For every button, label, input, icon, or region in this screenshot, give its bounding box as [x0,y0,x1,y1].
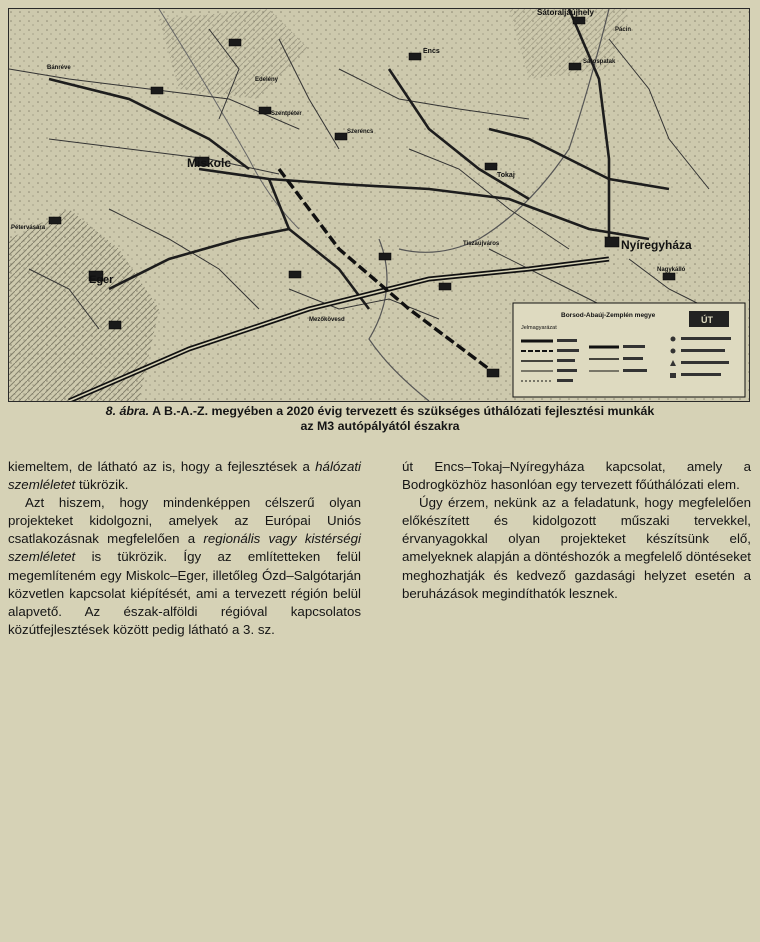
right-column [402,458,751,603]
paragraph [8,494,361,639]
map-town-label: Nagykálló [657,267,686,273]
caption-line-2: az M3 autópályától északra [300,419,460,433]
map-town-label: Pétervására [11,225,46,231]
map-town-label: Edelény [255,77,279,83]
map-town-label: Tiszaújváros [463,241,500,247]
map-town-label: Szentpéter [271,111,302,117]
text-run: kiemeltem, de látható az is, hogy a fejlesztések a [8,459,316,474]
emphasis-text: regionális vagy kistérségi szemléletet [8,531,361,565]
text-run: Azt hiszem, hogy mindenképpen célszerű olyan projekteket kidolgozni, amelyek az Európai Uniós csatlakozásnak megfelelően a [8,495,361,547]
map-town-label: Mezőkövesd [309,317,345,323]
paragraph [8,458,361,494]
caption-line-1 [0,404,760,419]
legend-subtitle: Jelmagyarázat [521,325,557,331]
text-run: is tükrözik. Így az említetteken felül megemlíteném egy Miskolc–Eger, illetőleg Ózd–Salgótarján közvetlen kapcsolat kiépítését, ami a tervezett régión belül alapvető. Az észak-alföldi régióval kapcsolatos közútfejlesztések között pedig látható a 3. sz. [8,549,361,637]
map-legend [513,303,745,397]
figure-number: 8. ábra. [105,404,150,418]
text-run: tükrözik. [75,477,129,493]
map-town-label: Szerencs [347,129,374,135]
map-town-label: Eger [89,274,114,286]
paragraph: Úgy érzem, nekünk az a feladatunk, hogy megfelelően előkészített és kidolgozott műszaki tervekkel, érvanyagokkal olyan projekteket készítsünk elő, amelyeknek alapján a döntéshozók a megfelelő döntéseket meghozhatják és kedvező gazdasági helyzet esetén a beruházások megindíthatók lesznek. [402,495,751,601]
map-town-label: Encs [423,48,440,55]
road-network-map [8,8,750,402]
map-town-label: Nyíregyháza [621,238,692,252]
left-column [8,458,361,639]
legend-logo-text: ÚT [701,315,713,325]
map-town-label: Miskolc [187,156,232,170]
legend-title: Borsod-Abaúj-Zemplén megye [561,312,656,319]
caption-text-1: A B.-A.-Z. megyében a 2020 évig tervezett és szükséges úthálózati fejlesztési munkák [152,404,655,418]
map-town-label: Sárospatak [583,59,616,65]
map-town-label: Bánréve [47,65,71,71]
paragraph: út Encs–Tokaj–Nyíregyháza kapcsolat, amely a Bodrogközhöz hasonlóan egy tervezett főúthálózati elem. [402,459,751,493]
emphasis-text: hálózati szemléletet [8,459,361,493]
figure-caption [0,404,760,434]
map-town-label: Pácin [615,27,632,33]
map-town-label: Tokaj [497,172,515,179]
map-town-label: Sátoraljaújhely [537,9,594,17]
